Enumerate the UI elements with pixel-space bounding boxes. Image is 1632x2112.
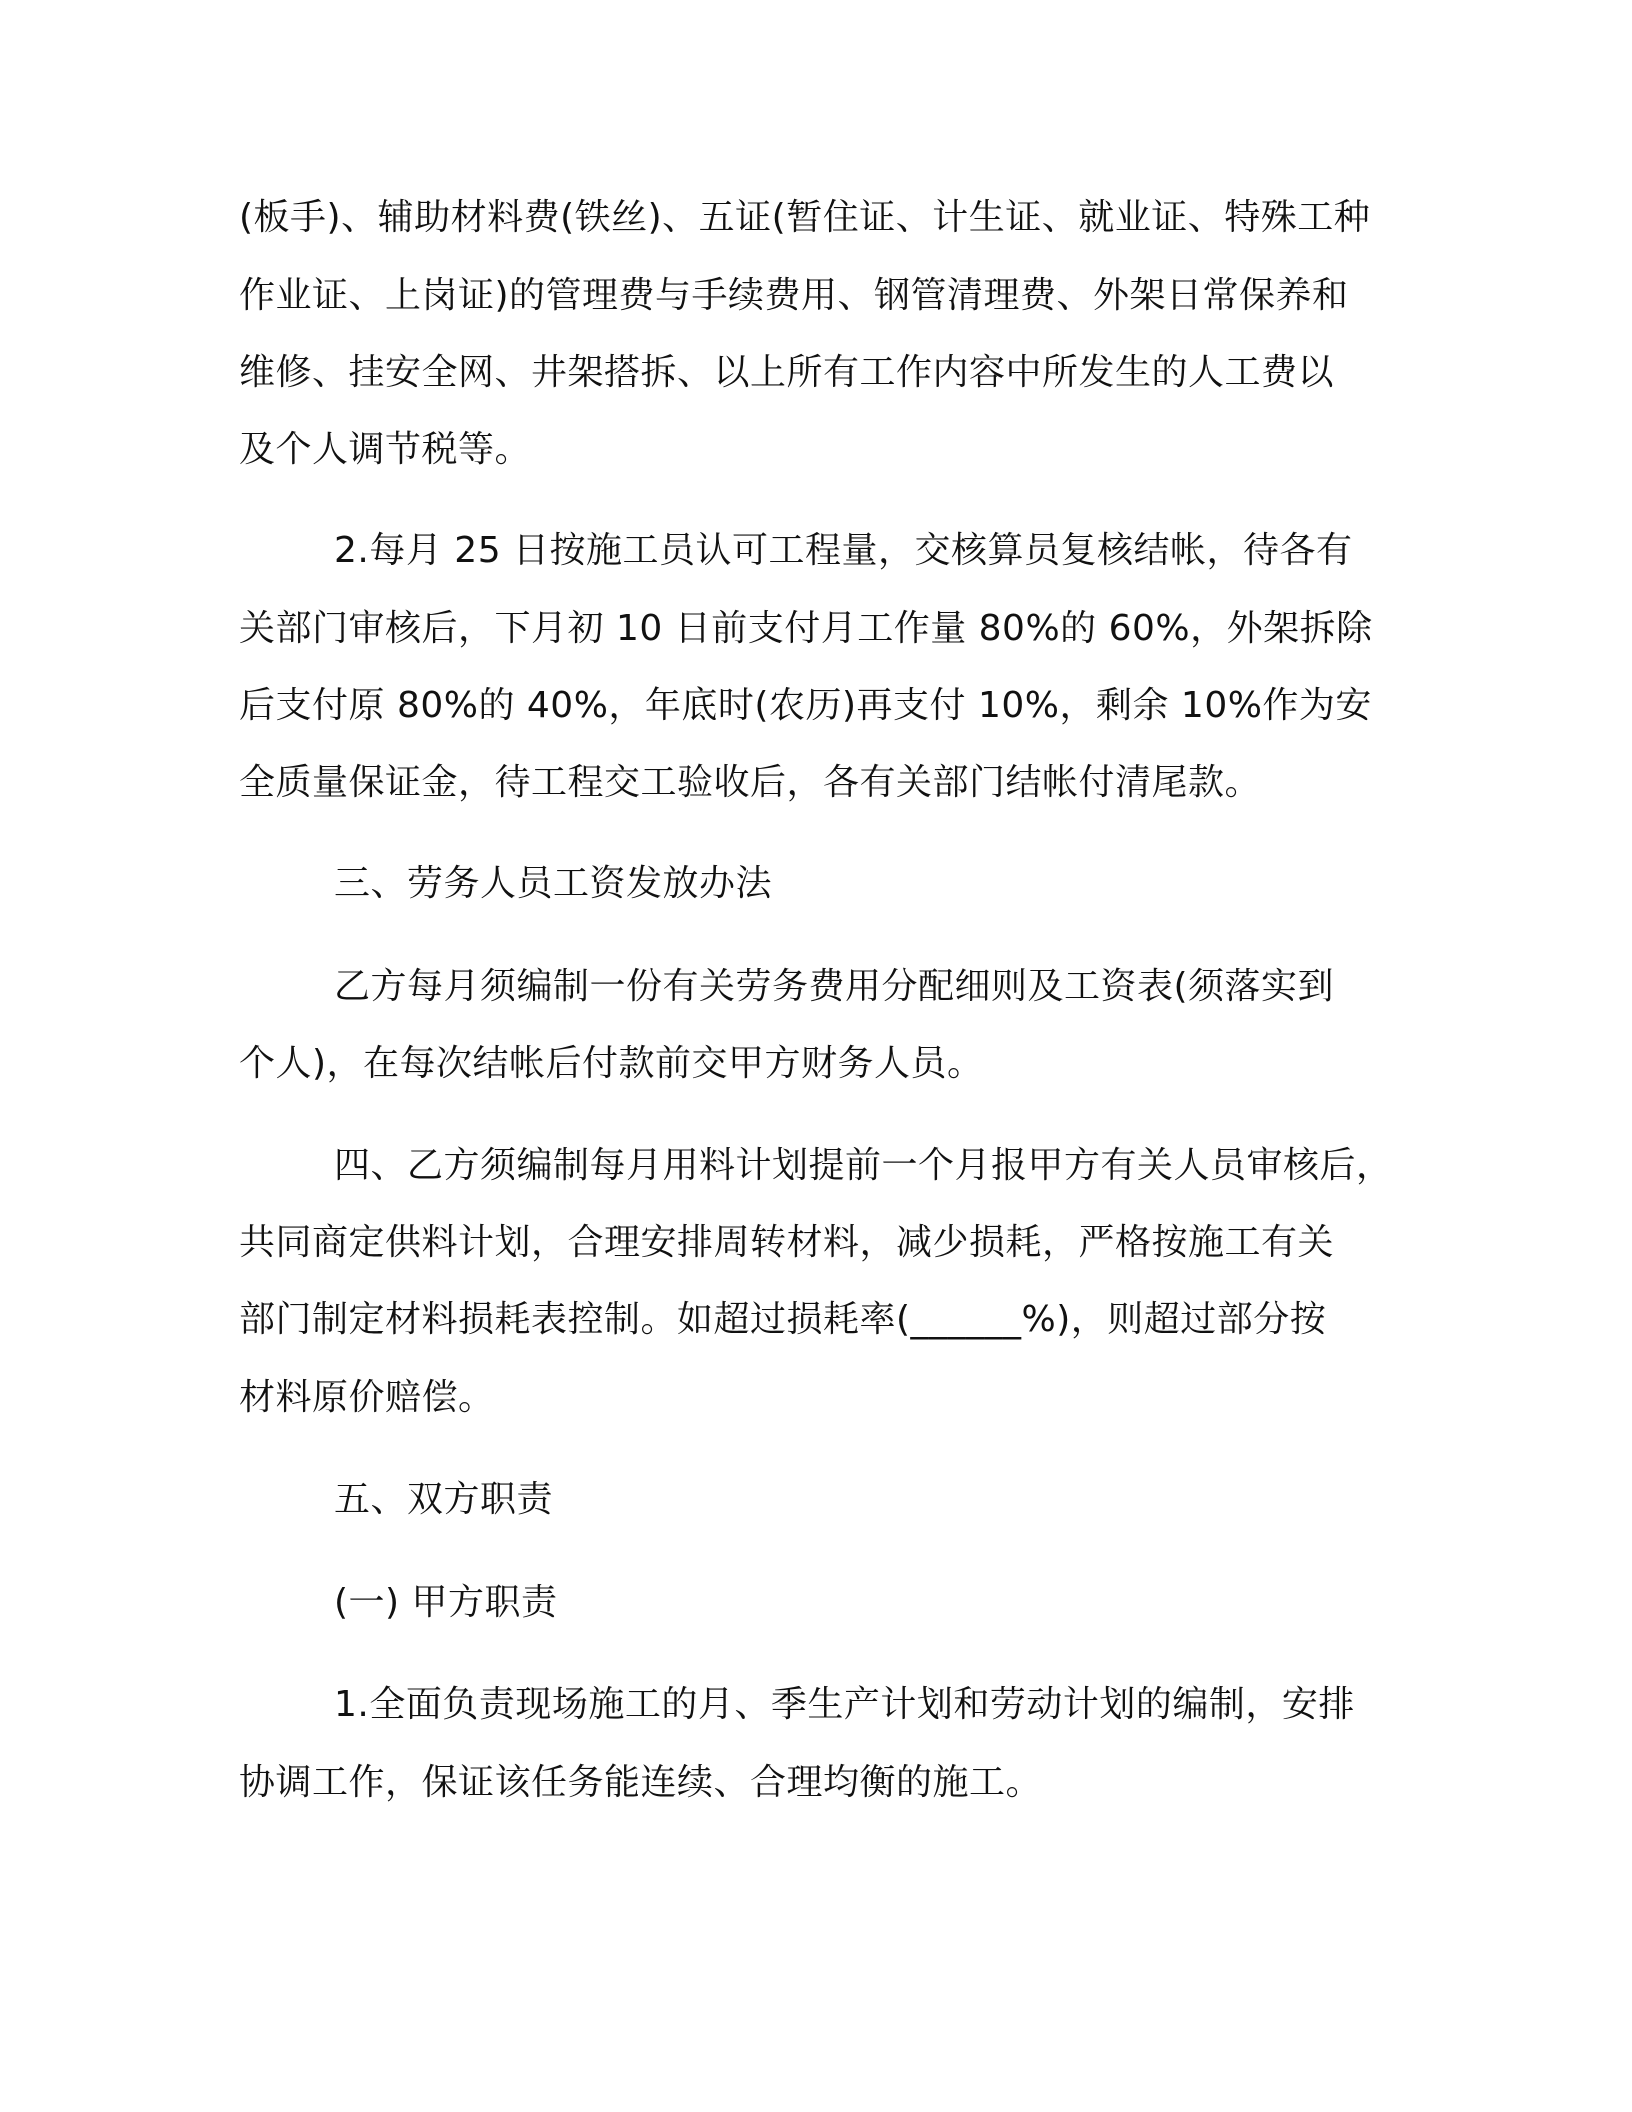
text-line: 后支付原 80%的 40%，年底时(农历)再支付 10%，剩余 10%作为安: [239, 685, 1372, 726]
text-line: 1.全面负责现场施工的月、季生产计划和劳动计划的编制，安排: [334, 1684, 1355, 1725]
text-line: 及个人调节税等。: [239, 429, 532, 470]
subsection-heading: (一) 甲方职责: [334, 1582, 558, 1623]
text-line: 四、乙方须编制每月用料计划提前一个月报甲方有关人员审核后，: [334, 1145, 1393, 1186]
text-line: 共同商定供料计划，合理安排周转材料，减少损耗，严格按施工有关: [239, 1222, 1335, 1263]
text-line: 乙方每月须编制一份有关劳务费用分配细则及工资表(须落实到: [334, 966, 1335, 1007]
text-line: (板手)、辅助材料费(铁丝)、五证(暂住证、计生证、就业证、特殊工种: [239, 197, 1371, 238]
text-line: 关部门审核后，下月初 10 日前支付月工作量 80%的 60%，外架拆除: [239, 608, 1373, 649]
text-line: 个人)，在每次结帐后付款前交甲方财务人员。: [239, 1043, 984, 1084]
text-line: 2.每月 25 日按施工员认可工程量，交核算员复核结帐，待各有: [334, 530, 1353, 571]
section-heading: 五、双方职责: [334, 1479, 554, 1520]
text-line: 材料原价赔偿。: [239, 1377, 495, 1418]
section-heading: 三、劳务人员工资发放办法: [334, 863, 773, 904]
text-line: 协调工作，保证该任务能连续、合理均衡的施工。: [239, 1762, 1043, 1803]
text-line: 维修、挂安全网、井架搭拆、以上所有工作内容中所发生的人工费以: [239, 352, 1335, 393]
text-line: 全质量保证金，待工程交工验收后，各有关部门结帐付清尾款。: [239, 762, 1262, 803]
text-line: 部门制定材料损耗表控制。如超过损耗率(______%)，则超过部分按: [239, 1299, 1327, 1340]
text-line: 作业证、上岗证)的管理费与手续费用、钢管清理费、外架日常保养和: [239, 275, 1349, 316]
